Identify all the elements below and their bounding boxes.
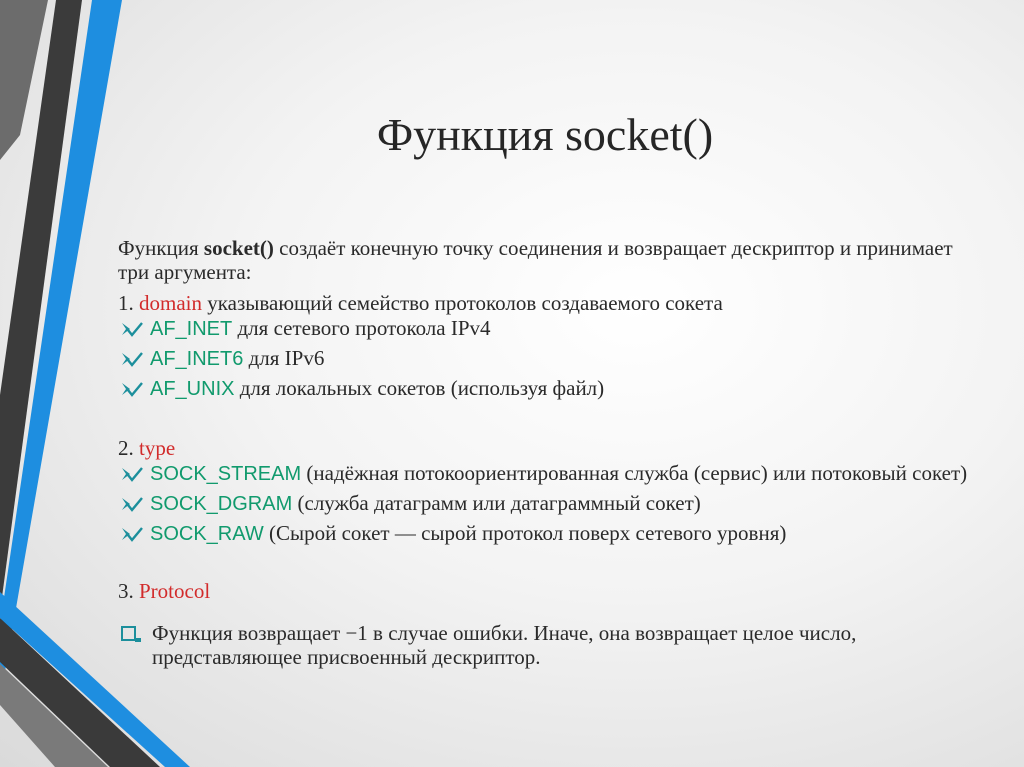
keyword-protocol: Protocol — [139, 579, 211, 603]
intro-bold-function: socket() — [203, 236, 274, 260]
slide-content — [118, 236, 978, 669]
final-note-text: Функция возвращает −1 в случае ошибки. Иначе, она возвращает целое число, представляющее присвоенный дескриптор. — [152, 621, 857, 669]
list-item: SOCK_STREAM (надёжная потокоориентированная служба (сервис) или потоковый сокет) — [118, 461, 978, 486]
intro-paragraph: Функция socket() создаёт конечную точку соединения и возвращает дескриптор и принимает три аргумента: — [118, 236, 953, 284]
list-item: SOCK_RAW (Сырой сокет — сырой протокол поверх сетевого уровня) — [118, 521, 978, 546]
spacer — [118, 406, 978, 436]
term-sock-dgram: SOCK_DGRAM — [150, 493, 293, 515]
final-note — [118, 621, 978, 669]
arrow-checkmark-icon — [120, 465, 144, 483]
list-item: AF_INET6 для IPv6 — [118, 346, 978, 371]
keyword-domain: domain — [139, 291, 202, 315]
arrow-checkmark-icon — [120, 495, 144, 513]
list-item: SOCK_DGRAM (служба датаграмм или датаграммный сокет) — [118, 491, 978, 516]
section-3-heading: 3. Protocol — [118, 579, 211, 603]
term-af-inet: AF_INET — [150, 318, 233, 340]
slide-title: Функция socket() — [376, 109, 714, 160]
arrow-checkmark-icon — [120, 320, 144, 338]
spacer — [118, 551, 978, 579]
arrow-checkmark-icon — [120, 350, 144, 368]
keyword-type: type — [139, 436, 176, 460]
section-1-heading: 1. domain указывающий семейство протоколов создаваемого сокета — [118, 291, 723, 315]
list-item: AF_INET для сетевого протокола IPv4 — [118, 316, 978, 341]
term-sock-raw: SOCK_RAW — [150, 523, 264, 545]
term-sock-stream: SOCK_STREAM — [150, 463, 302, 485]
arrow-checkmark-icon — [120, 525, 144, 543]
term-af-inet6: AF_INET6 — [150, 348, 244, 370]
section-2-heading: 2. type — [118, 436, 176, 460]
term-af-unix: AF_UNIX — [150, 378, 235, 400]
arrow-checkmark-icon — [120, 380, 144, 398]
square-bullet-icon — [120, 625, 142, 647]
list-item: AF_UNIX для локальных сокетов (используя файл) — [118, 376, 978, 401]
